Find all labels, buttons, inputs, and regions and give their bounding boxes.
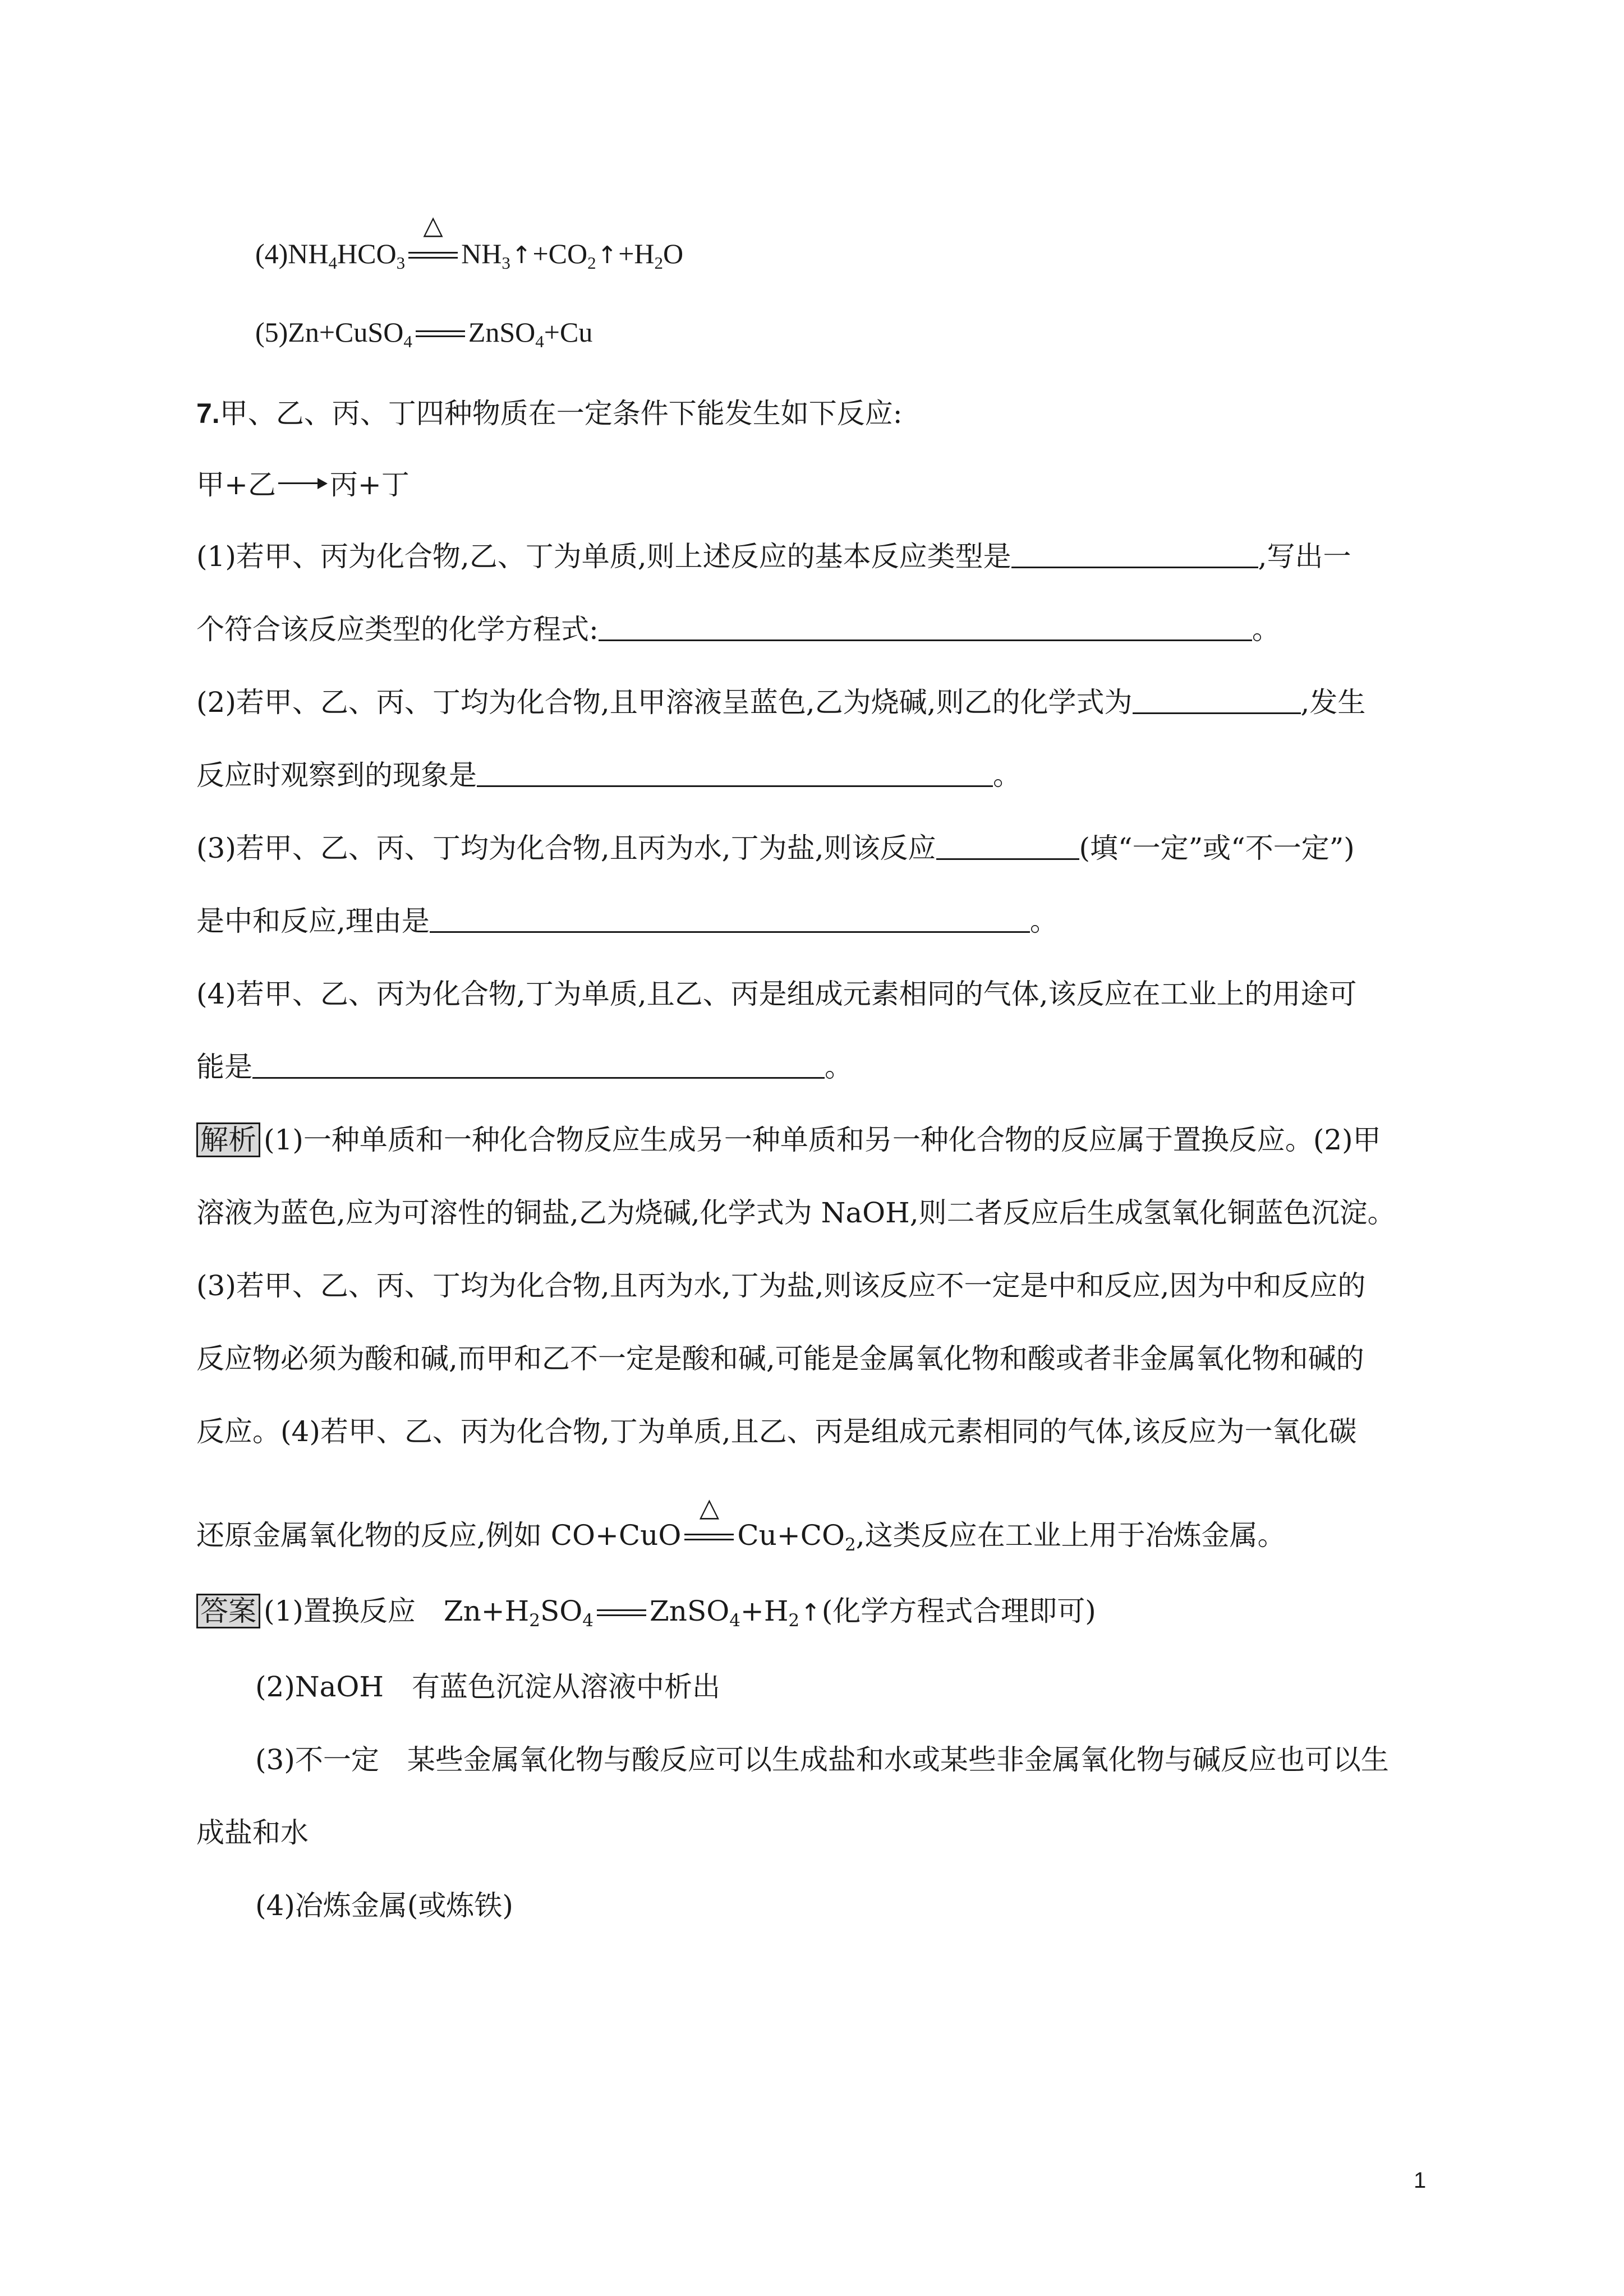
analysis-line-4: 反应物必须为酸和碱,而甲和乙不一定是酸和碱,可能是金属氧化物和酸或者非金属氧化物和碱的 <box>196 1342 1364 1375</box>
analysis-line-2: 溶液为蓝色,应为可溶性的铜盐,乙为烧碱,化学式为 NaOH,则二者反应后生成氢氧化铜蓝色沉淀。 <box>196 1197 1396 1229</box>
part-3-line-2: 是中和反应,理由是 。 <box>196 903 1058 939</box>
part-4-line-2: 能是 。 <box>196 1049 853 1085</box>
answer-blank-phenomenon[interactable] <box>477 757 993 787</box>
equation-5: (5)Zn+CuSO$_4$ ZnSO$_4$+Cu <box>255 316 593 351</box>
part-4-line-1: (4)若甲、乙、丙为化合物,丁为单质,且乙、丙是组成元素相同的气体,该反应在工业上的用途可 <box>196 978 1357 1010</box>
gas-arrow-icon: ↑ <box>511 242 532 269</box>
analysis-line-6: 还原金属氧化物的反应,例如 CO+CuO △ $Cu+CO_2$,这类反应在工业上用于冶炼金属。 <box>196 1492 1286 1555</box>
answer-blank-reaction-type[interactable] <box>1011 539 1258 568</box>
equals-sign <box>596 1599 647 1622</box>
answer-blank-formula[interactable] <box>1133 684 1301 714</box>
answer-line-5: (4)冶炼金属(或炼铁) <box>255 1889 513 1922</box>
part-1-line-1: (1)若甲、丙为化合物,乙、丁为单质,则上述反应的基本反应类型是 ,写出一 <box>196 539 1351 574</box>
question-number: 7. <box>196 398 220 429</box>
analysis-label: 解析 <box>196 1122 260 1157</box>
answer-label: 答案 <box>196 1594 260 1628</box>
equation-4: $(4)NH_4HCO_3$ △ $NH_3↑+CO_2↑+H_2O$ <box>255 211 684 273</box>
gas-arrow-icon: ↑ <box>597 242 618 269</box>
part-1-line-2: 个符合该反应类型的化学方程式: 。 <box>196 611 1280 647</box>
reaction-arrow-icon <box>278 475 328 492</box>
analysis-line-5: 反应。(4)若甲、乙、丙为化合物,丁为单质,且乙、丙是组成元素相同的气体,该反应为一氧化碳 <box>196 1415 1357 1448</box>
answer-blank-use[interactable] <box>252 1049 825 1079</box>
heat-triangle-icon: △ <box>699 1492 720 1522</box>
answer-blank-reason[interactable] <box>430 903 1030 933</box>
answer-line-3: (3)不一定 某些金属氧化物与酸反应可以生成盐和水或某些非金属氧化物与碱反应也可以生 <box>255 1743 1389 1776</box>
answer-line-2: (2)NaOH 有蓝色沉淀从溶液中析出 <box>255 1671 720 1703</box>
answer-line-4: 成盐和水 <box>196 1816 309 1849</box>
page-number: 1 <box>1414 2168 1427 2193</box>
answer-line-1: 答案 (1)置换反应 $Zn+H_2SO_4$ $ZnSO_4+H_2↑$(化学方程式合理即可) <box>196 1593 1096 1631</box>
reaction-scheme: 甲+乙 丙+丁 <box>196 468 410 501</box>
part-2-line-1: (2)若甲、乙、丙、丁均为化合物,且甲溶液呈蓝色,乙为烧碱,则乙的化学式为 ,发生 <box>196 684 1365 720</box>
analysis-line-1: 解析 (1)一种单质和一种化合物反应生成另一种单质和另一种化合物的反应属于置换反应。(2)甲 <box>196 1122 1381 1158</box>
part-2-line-2: 反应时观察到的现象是 。 <box>196 757 1021 793</box>
heat-triangle-icon: △ <box>423 211 443 240</box>
equals-sign <box>415 320 466 343</box>
analysis-line-3: (3)若甲、乙、丙、丁均为化合物,且丙为水,丁为盐,则该反应不一定是中和反应,因为中和反应的 <box>196 1269 1366 1302</box>
answer-blank-equation[interactable] <box>599 611 1252 641</box>
question-7-intro: 7.甲、乙、丙、丁四种物质在一定条件下能发生如下反应: <box>196 397 903 430</box>
heat-equals-sign <box>683 1492 735 1546</box>
gas-arrow-icon: ↑ <box>801 1599 821 1627</box>
heat-equals-sign <box>407 211 459 264</box>
part-3-line-1: (3)若甲、乙、丙、丁均为化合物,且丙为水,丁为盐,则该反应 (填“一定”或“不一定”) <box>196 830 1355 866</box>
answer-blank-yes-no[interactable] <box>936 830 1079 860</box>
